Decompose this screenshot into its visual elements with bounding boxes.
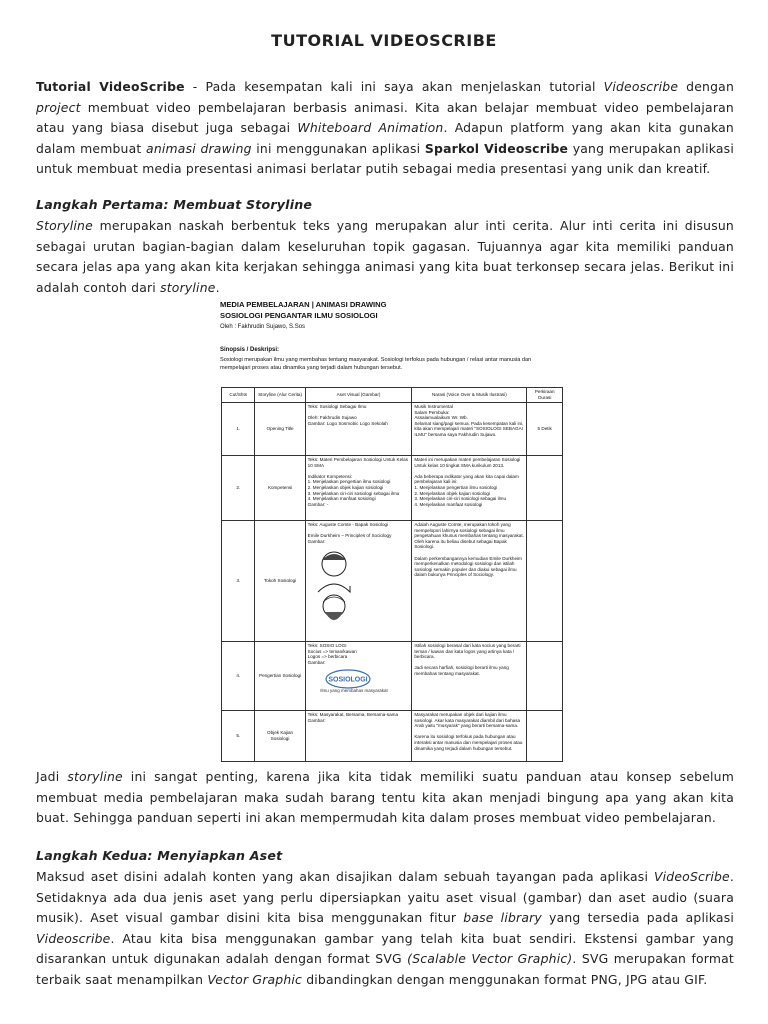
- portrait-sketch-icon: [308, 546, 368, 630]
- step2-paragraph: Maksud aset disini adalah konten yang akan disajikan dalam sebuah tayangan pada aplikasi VideoScribe. Setidaknya ada dua jenis aset yang perlu dipersiapkan yaitu aset visual (gambar) dan aset audio (suara musik). Aset visual gambar disini kita bisa menggunakan fitur base library yang tersedia pada aplikasi Videoscribe. Atau kita bisa menggunakan gambar yang telah kita buat sendiri. Ekstensi gambar yang disarankan untuk digunakan adalah dengan format SVG (Scalable Vector Graphic). SVG merupakan format terbaik saat menampilkan Vector Graphic dibandingkan dengan menggunakan format PNG, JPG atau GIF.: [36, 869, 734, 987]
- doc-title: MEDIA PEMBELAJARAN | ANIMASI DRAWING: [220, 300, 387, 309]
- step1-heading: Langkah Pertama: Membuat Storyline: [36, 197, 313, 212]
- storyline-example-image: [218, 298, 568, 760]
- narration-cell: Istilah sosiologi berasal dari kata socius yang berarti teman / kawan dan kata logos yang artinya kata / berbicara. Jadi secara harfiah, sosiologi berarti ilmu yang membahas tentang masyarakat.: [412, 642, 527, 711]
- storyline-cell: Tokoh Sosiologi: [255, 521, 305, 642]
- duration-cell: 5 Detik: [527, 403, 563, 456]
- duration-cell: [527, 711, 563, 762]
- visual-cell: Teks: Masyarakat, Bersama, Bersama-sama Gambar:: [305, 711, 412, 762]
- duration-cell: [527, 456, 563, 521]
- column-header: Aset Visual (Gambar): [305, 388, 412, 403]
- storyline-cell: Objek Kajian Sosiologi: [255, 711, 305, 762]
- column-header: Narasi (Voice Over & Musik Ilustrasi): [412, 388, 527, 403]
- table-row: [222, 521, 563, 642]
- storyline-cell: Kompetensi: [255, 456, 305, 521]
- sosiologi-logo-icon: [308, 667, 400, 695]
- step2-heading: Langkah Kedua: Menyiapkan Aset: [36, 848, 283, 863]
- cut-number: 3.: [222, 521, 255, 642]
- table-row: [222, 403, 563, 456]
- narration-cell: Adalah Auguste Comte, merupakan tokoh yang mempelopori lahirnya sosiologi sebagai ilmu pengetahuan khusus membahas tentang masyarakat. Oleh karena itu beliau disebut sebagai Bapak Sosiologi. Dalam perkembangannya kemudian Emile Durkheim memperkenalkan metodologi sosiologi dan istilah sosiologi semakin populer dan diakui sebagai ilmu dalam bukunya Principles of Sociology.: [412, 521, 527, 642]
- narration-cell: Musik Instrumental Salam Pembuka: Assalamualaikum Wr. Wb. Selamat siang/pagi semua. Pada kesempatan kali ini, kita akan mempelajari materi "SOSIOLOGI SEBAGAI ILMU" bersama saya Fakhrudin Sujawo.: [412, 403, 527, 456]
- storyline-cell: Opening Title: [255, 403, 305, 456]
- doc-author: Oleh : Fakhrudin Sujawo, S.Sos: [220, 324, 306, 330]
- duration-cell: [527, 642, 563, 711]
- visual-text: Teks: SOSIO LOGI Socius => teman/kawan Logos => berbicara Gambar:: [307, 643, 357, 665]
- doc-synopsis-label: Sinopsis / Deskripsi:: [220, 347, 280, 353]
- column-header: Cut/Shts: [222, 388, 255, 403]
- storyline-conclusion-paragraph: Jadi storyline ini sangat penting, karena jika kita tidak memiliki suatu panduan atau konsep sebelum membuat media pembelajaran maka sudah barang tentu kita akan menjadi bingung apa yang akan kita buat. Sehingga panduan seperti ini akan mempermudah kita dalam proses membuat video pembelajaran.: [36, 769, 734, 825]
- storyboard-table: [221, 387, 563, 762]
- svg-text:Ilmu yang membahas masyarakat: Ilmu yang membahas masyarakat: [319, 688, 388, 694]
- cut-number: 2.: [222, 456, 255, 521]
- page-title: TUTORIAL VIDEOSCRIBE: [271, 31, 497, 50]
- table-row: [222, 456, 563, 521]
- doc-subtitle: SOSIOLOGI PENGANTAR ILMU SOSIOLOGI: [220, 311, 378, 320]
- visual-cell: Teks: Materi Pembelajaran Sosiologi Untuk Kelas 10 SMA Indikator Kompetensi: 1. Menjelaskan pengertian ilmu sosiologi 2. Menjelaskan objek kajian sosiologi 3. Menjelaskan ciri-ciri sosiologi sebagai ilmu 4. Menjelaskan manfaat sosiologi Gambar: -: [305, 456, 412, 521]
- storyline-cell: Pengertian Sosiologi: [255, 642, 305, 711]
- visual-cell: [305, 521, 412, 642]
- cut-number: 5.: [222, 711, 255, 762]
- doc-synopsis: Sosiologi merupakan ilmu yang membahas tentang masyarakat. Sosiologi terfokus pada hubungan / relasi antar manusia dan mempelajari proses atau dinamika yang terjadi dalam hubungan tersebut.: [220, 357, 532, 371]
- cut-number: 1.: [222, 403, 255, 456]
- column-header: Perkiraan Durasi: [527, 388, 563, 403]
- visual-text: Teks: Auguste Comte - Bapak Sosiologi Emile Durkheim – Principles of Sociology Gambar:: [307, 522, 392, 544]
- table-row: [222, 711, 563, 762]
- step1-paragraph: Storyline merupakan naskah berbentuk teks yang merupakan alur inti cerita. Alur inti cerita ini disusun sebagai urutan bagian-bagian dalam keseluruhan topik gagasan. Tujuannya agar kita memiliki panduan secara jelas apa yang akan kita kerjakan sehingga animasi yang kita buat terkonsep secara jelas. Berikut ini adalah contoh dari storyline.: [36, 218, 734, 295]
- duration-cell: [527, 521, 563, 642]
- intro-paragraph: Tutorial VideoScribe - Pada kesempatan kali ini saya akan menjelaskan tutorial Videoscribe dengan project membuat video pembelajaran berbasis animasi. Kita akan belajar membuat video pembelajaran atau yang biasa disebut juga sebagai Whiteboard Animation. Adapun platform yang akan kita gunakan dalam membuat animasi drawing ini menggunakan aplikasi Sparkol Videoscribe yang merupakan aplikasi untuk membuat media presentasi animasi berlatar putih sebagai media presentasi yang unik dan kreatif.: [36, 79, 734, 176]
- svg-text:SOSIOLOGI: SOSIOLOGI: [328, 676, 368, 684]
- cut-number: 4.: [222, 642, 255, 711]
- narration-cell: Materi ini merupakan materi pembelajaran Sosiologi Untuk kelas 10 tingkat SMA kurikulum 2013. Ada beberapa indikator yang akan kita capai dalam pembelajaran kali ini: 1. Menjelaskan pengertian ilmu sosiologi 2. Menjelaskan objek kajian sosiologi 3. Menjelaskan ciri-ciri sosiologi sebagai ilmu 4. Menjelaskan manfaat sosiologi: [412, 456, 527, 521]
- visual-cell: [305, 642, 412, 711]
- table-row: [222, 642, 563, 711]
- column-header: Storyline (Alur Cerita): [255, 388, 305, 403]
- narration-cell: Masyarakat merupakan objek dari kajian ilmu sosiologi. Akar kata masyarakat diambil dari bahasa Arab yaitu "musyarak" yang berarti bersama-sama. Karena itu sosiologi terfokus pada hubungan atau interaksi antar manusia dan mempelajari proses atau dinamika yang terjadi dalam hubungan tersebut.: [412, 711, 527, 762]
- visual-cell: Teks: Sosiologi Sebagai Ilmu Oleh: Fakhrudin Sujawo Gambar: Logo Sosmobic Logo Sekolah: [305, 403, 412, 456]
